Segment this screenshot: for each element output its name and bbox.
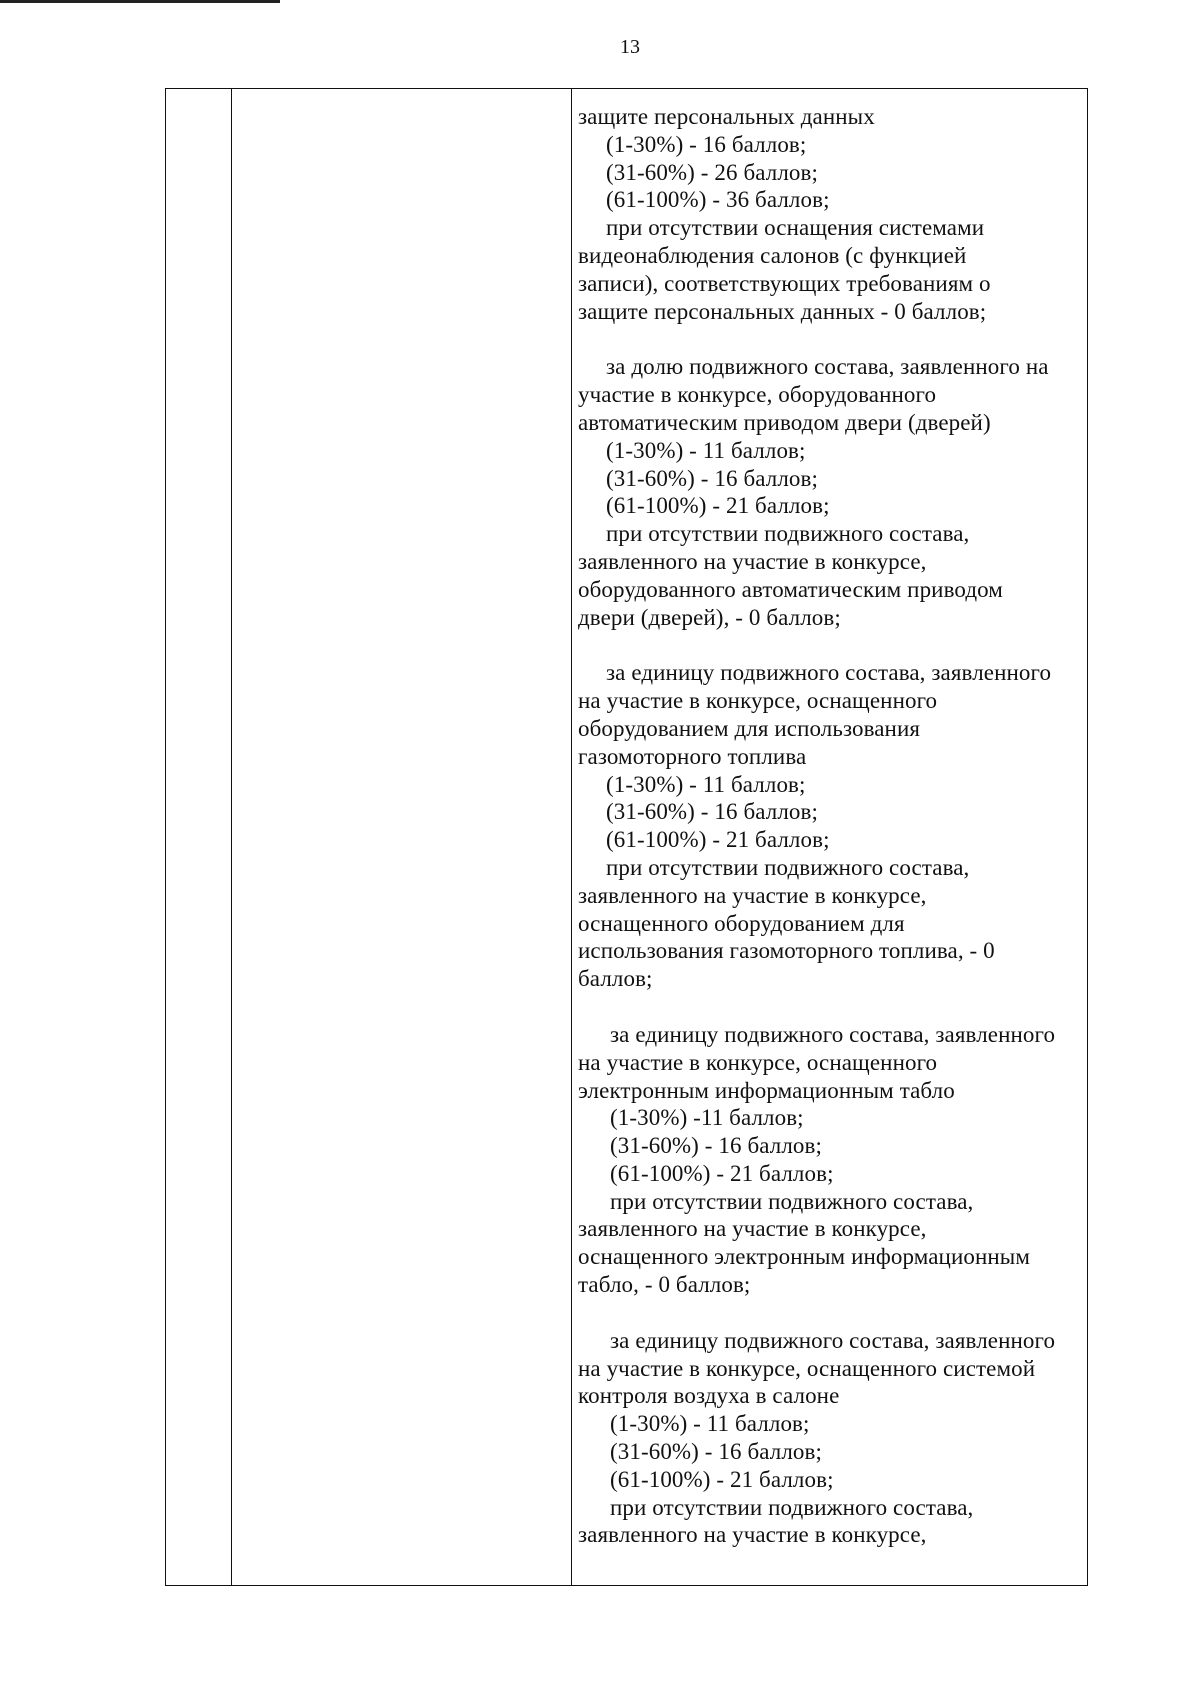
text-line: (1-30%) - 11 баллов; [606,437,806,463]
text-line: автоматическим приводом двери (дверей) [578,409,991,435]
text-line: оснащенного электронным информационным [578,1244,1030,1270]
scoring-text [572,89,1087,1549]
text-line: заявленного на участие в конкурсе, [578,1216,927,1242]
text-line: на участие в конкурсе, оснащенного [578,1049,938,1075]
text-line: при отсутствии подвижного состава, [606,854,970,880]
text-line: (1-30%) - 11 баллов; [610,1411,810,1437]
text-line: контроля воздуха в салоне [578,1383,840,1409]
text-line: на участие в конкурсе, оснащенного системой [578,1355,1036,1381]
text-line: (61-100%) - 21 баллов; [610,1466,834,1492]
text-line: табло, - 0 баллов; [578,1272,751,1298]
text-line: оснащенного оборудованием для [578,910,905,936]
text-line: оборудованного автоматическим приводом [578,576,1003,602]
criterion-cell [232,89,572,1586]
text-line: (31-60%) - 16 баллов; [610,1439,822,1465]
text-line: при отсутствии подвижного состава, [610,1188,974,1214]
text-line: видеонаблюдения салонов (с функцией [578,242,967,268]
text-line: (61-100%) - 21 баллов; [610,1160,834,1186]
text-line: заявленного на участие в конкурсе, [578,548,927,574]
text-line: (31-60%) - 16 баллов; [606,799,818,825]
text-line: заявленного на участие в конкурсе, [578,882,927,908]
text-line: (1-30%) -11 баллов; [610,1105,804,1131]
text-line: использования газомоторного топлива, - 0 [578,938,995,964]
text-line: электронным информационным табло [578,1077,955,1103]
text-line: газомоторного топлива [578,743,807,769]
scan-edge-mark [0,0,280,3]
text-line: (31-60%) - 16 баллов; [610,1133,822,1159]
paragraph-gap [578,993,1081,1021]
text-line: (61-100%) - 21 баллов; [606,493,830,519]
text-line: за долю подвижного состава, заявленного на [606,354,1049,380]
paragraph-gap [578,1299,1081,1327]
text-line: заявленного на участие в конкурсе, [578,1522,927,1548]
paragraph-gap [578,631,1081,659]
text-line: (31-60%) - 16 баллов; [606,465,818,491]
text-line: на участие в конкурсе, оснащенного [578,688,938,714]
text-line: (61-100%) - 36 баллов; [606,187,830,213]
text-line: за единицу подвижного состава, заявленного [610,1021,1056,1047]
scoring-cell [572,89,1088,1586]
paragraph-gap [578,325,1081,353]
text-line: (61-100%) - 21 баллов; [606,827,830,853]
text-line: при отсутствии подвижного состава, [606,521,970,547]
text-line: участие в конкурсе, оборудованного [578,382,937,408]
text-line: защите персональных данных [578,104,875,129]
text-line: за единицу подвижного состава, заявленного [610,1327,1056,1353]
text-line: (1-30%) - 11 баллов; [606,771,806,797]
criteria-table [165,88,1087,1586]
page-number: 13 [620,36,640,58]
text-line: за единицу подвижного состава, заявленного [606,660,1052,686]
text-line: при отсутствии оснащения системами [606,215,985,241]
text-line: двери (дверей), - 0 баллов; [578,604,841,630]
number-cell [166,89,232,1586]
text-line: записи), соответствующих требованиям о [578,270,991,296]
text-line: баллов; [578,966,653,992]
text-line: (31-60%) - 26 баллов; [606,159,818,185]
text-line: (1-30%) - 16 баллов; [606,131,807,157]
text-line: при отсутствии подвижного состава, [610,1494,974,1520]
text-line: оборудованием для использования [578,715,921,741]
text-line: защите персональных данных - 0 баллов; [578,298,987,324]
